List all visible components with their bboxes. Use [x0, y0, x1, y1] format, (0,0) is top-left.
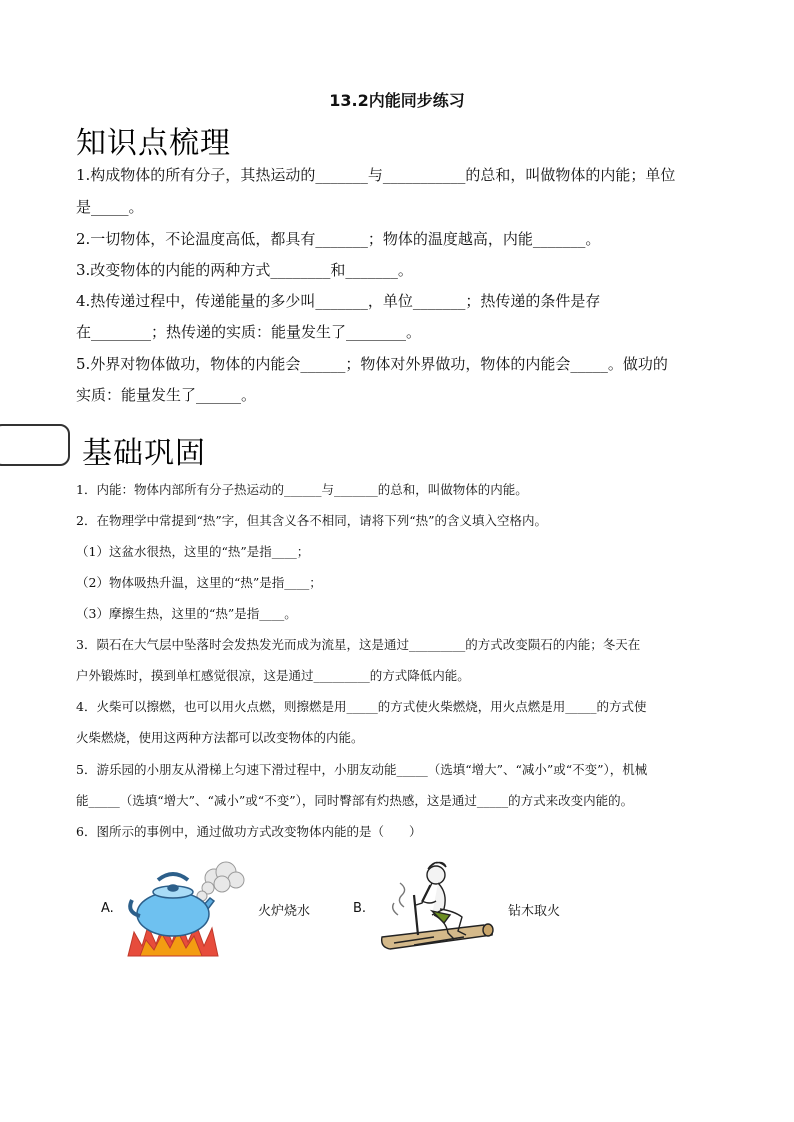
kettle-on-fire-image — [118, 856, 250, 958]
exercise-line: 5．游乐园的小朋友从滑梯上匀速下滑过程中，小朋友动能_____（选填“增大”、“减小”或“不变”），机械 — [76, 762, 648, 777]
option-b-caption: 钻木取火 — [508, 904, 561, 919]
section-heading-basics: 基础巩固 — [82, 436, 206, 471]
exercise-line: 户外锻炼时，摸到单杠感觉很凉，这是通过_________的方式降低内能。 — [76, 668, 470, 683]
exercise-line: 1．内能：物体内部所有分子热运动的______与_______的总和，叫做物体的内能。 — [76, 482, 528, 497]
knowledge-line: 在________；热传递的实质：能量发生了________。 — [76, 323, 422, 341]
exercise-line: （1）这盆水很热，这里的“热”是指____； — [76, 544, 310, 559]
knowledge-line: 1.构成物体的所有分子，其热运动的_______与___________的总和，叫做物体的内能；单位 — [76, 166, 676, 184]
knowledge-line: 3.改变物体的内能的两种方式________和_______。 — [76, 261, 413, 279]
exercise-line: 4．火柴可以擦燃，也可以用火点燃，则擦燃是用_____的方式使火柴燃烧，用火点燃是用_____的方式使 — [76, 699, 647, 714]
knowledge-line: 2.一切物体，不论温度高低，都具有_______；物体的温度越高，内能_______。 — [76, 230, 601, 248]
option-b-letter: B. — [353, 901, 367, 916]
exercise-line: 2．在物理学中常提到“热”字，但其含义各不相同，请将下列“热”的含义填入空格内。 — [76, 513, 548, 528]
option-a-caption: 火炉烧水 — [258, 904, 311, 919]
knowledge-line: 是_____。 — [76, 198, 144, 216]
knowledge-line: 4.热传递过程中，传递能量的多少叫_______，单位_______；热传递的条件是存 — [76, 292, 601, 310]
option-a-letter: A. — [101, 901, 114, 916]
section-tab-frame — [0, 424, 70, 466]
exercise-line: 能_____（选填“增大”、“减小”或“不变”），同时臀部有灼热感，这是通过_____的方式来改变内能的。 — [76, 793, 634, 808]
exercise-line: （2）物体吸热升温，这里的“热”是指____； — [76, 575, 322, 590]
man-drilling-wood-image — [374, 855, 498, 955]
exercise-line: （3）摩擦生热，这里的“热”是指____。 — [76, 606, 297, 621]
section-heading-knowledge: 知识点梳理 — [76, 126, 231, 161]
exercise-line: 6．图所示的事例中，通过做功方式改变物体内能的是（ ） — [76, 824, 422, 839]
knowledge-line: 5.外界对物体做功，物体的内能会______；物体对外界做功，物体的内能会_____。做功的 — [76, 355, 668, 373]
exercise-line: 3．陨石在大气层中坠落时会发热发光而成为流星，这是通过_________的方式改变陨石的内能；冬天在 — [76, 637, 641, 652]
exercise-line: 火柴燃烧，使用这两种方法都可以改变物体的内能。 — [76, 730, 364, 745]
page-title: 13.2内能同步练习 — [329, 91, 465, 110]
knowledge-line: 实质：能量发生了______。 — [76, 386, 257, 404]
